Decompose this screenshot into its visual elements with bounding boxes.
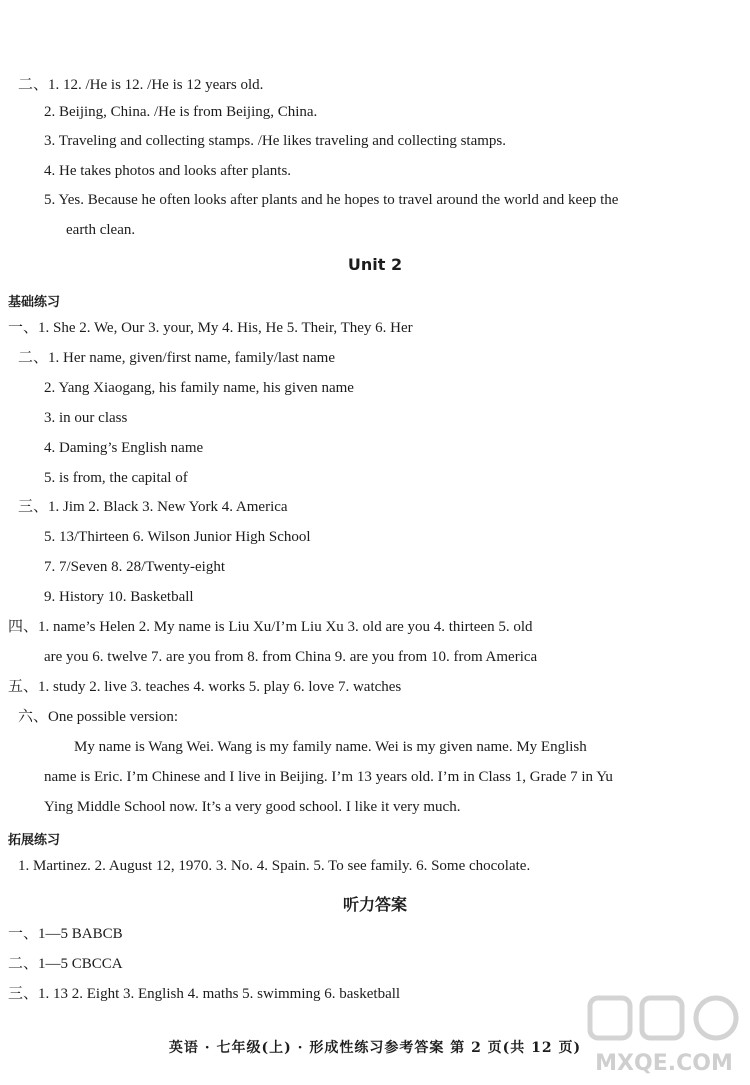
answer-line: 5. Yes. Because he often looks after plants and he hopes to travel around the world and keep the [44,192,619,208]
answer-line: 二、1. 12. /He is 12. /He is 12 years old. [18,77,264,93]
answer-line: 9. History 10. Basketball [44,589,194,605]
answer-line: 一、1—5 BABCB [8,926,123,942]
answer-line: 7. 7/Seven 8. 28/Twenty-eight [44,559,226,575]
answer-line: 四、1. name’s Helen 2. My name is Liu Xu/I’m Liu Xu 3. old are you 4. thirteen 5. old [8,619,533,635]
watermark-logo [584,990,744,1082]
listening-title: 听力答案 [342,895,407,914]
answer-line: 4. Daming’s English name [44,440,204,456]
answer-line: 二、1—5 CBCCA [8,956,123,972]
essay-line: My name is Wang Wei. Wang is my family name. Wei is my given name. My English [74,739,587,755]
section-heading-extension: 拓展练习 [8,833,61,848]
answer-line: 六、One possible version: [18,709,178,725]
answer-line: 一、1. She 2. We, Our 3. your, My 4. His, He 5. Their, They 6. Her [8,320,413,336]
essay-line: name is Eric. I’m Chinese and I live in Beijing. I’m 13 years old. I’m in Class 1, Grade 7 in Yu [44,769,613,785]
watermark-text: MXQE.COM [595,1051,733,1076]
answer-line: 1. Martinez. 2. August 12, 1970. 3. No. 4. Spain. 5. To see family. 6. Some chocolate. [18,858,531,874]
answer-line: 2. Beijing, China. /He is from Beijing, China. [44,104,318,120]
essay-line: Ying Middle School now. It’s a very good school. I like it very much. [44,799,461,815]
answer-line: are you 6. twelve 7. are you from 8. from China 9. are you from 10. from America [44,649,538,665]
answer-line: 5. is from, the capital of [44,470,188,486]
page-footer: 英语 · 七年级(上) · 形成性练习参考答案 第 2 页(共 12 页) [168,1040,582,1056]
answer-line: 3. Traveling and collecting stamps. /He likes traveling and collecting stamps. [44,133,506,149]
answer-line: 2. Yang Xiaogang, his family name, his given name [44,380,354,396]
answer-line: earth clean. [66,222,136,238]
answer-line: 五、1. study 2. live 3. teaches 4. works 5. play 6. love 7. watches [8,679,402,695]
answer-line: 5. 13/Thirteen 6. Wilson Junior High School [44,529,311,545]
section-heading-basic: 基础练习 [8,295,61,310]
answer-line: 三、1. 13 2. Eight 3. English 4. maths 5. swimming 6. basketball [8,986,401,1002]
answer-line: 二、1. Her name, given/first name, family/last name [18,350,335,366]
answer-line: 3. in our class [44,410,128,426]
unit-title: Unit 2 [347,255,403,274]
answer-line: 4. He takes photos and looks after plants. [44,163,292,179]
answer-line: 三、1. Jim 2. Black 3. New York 4. America [18,499,288,515]
